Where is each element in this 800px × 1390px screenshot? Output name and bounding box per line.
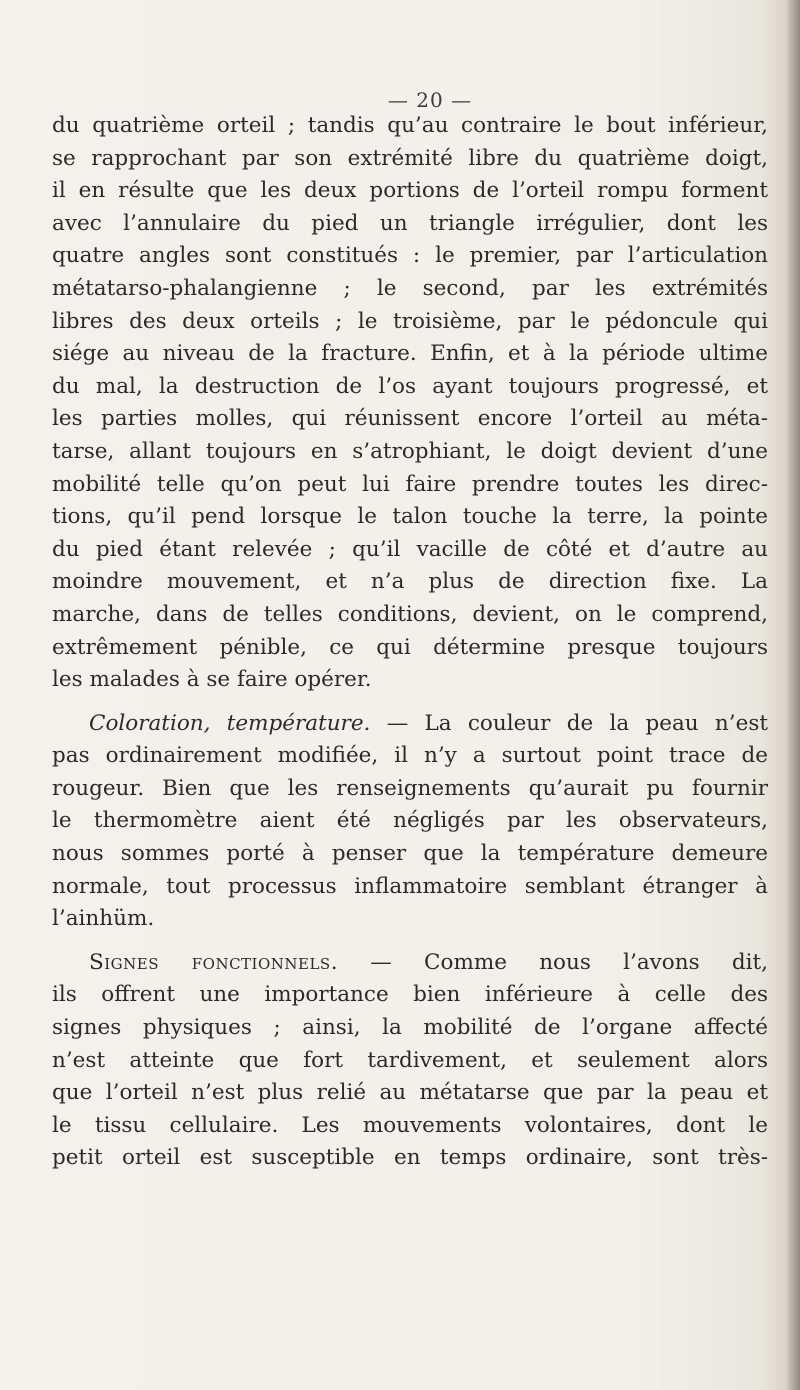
text-line: tarse, allant toujours en s’atrophiant, le doigt devient d’une [52, 438, 768, 464]
text-line: mobilité telle qu’on peut lui faire prendre toutes les direc- [52, 471, 768, 497]
text-line: avec l’annulaire du pied un triangle irrégulier, dont les [52, 210, 768, 236]
paragraph-1 [52, 110, 768, 697]
text-line: le tissu cellulaire. Les mouvements volontaires, dont le [52, 1112, 768, 1138]
section-heading-coloration: Coloration, température. [89, 710, 371, 736]
text-line: pas ordinairement modifiée, il n’y a surtout point trace de [52, 743, 768, 769]
text-line: les parties molles, qui réunissent encore l’orteil au méta- [52, 406, 768, 432]
page-gutter-shadow [786, 0, 800, 1390]
page-number: — 20 — [387, 88, 473, 112]
text-line: libres des deux orteils ; le troisième, par le pédoncule qui [52, 308, 768, 334]
paragraph-signes [52, 947, 768, 1175]
text-line: le thermomètre aient été négligés par les observateurs, [52, 808, 768, 834]
text-line: du pied étant relevée ; qu’il vacille de côté et d’autre au [52, 536, 768, 562]
text-line: du quatrième orteil ; tandis qu’au contraire le bout inférieur, [52, 113, 768, 138]
section-heading-signes: Signes fonctionnels. [89, 949, 339, 975]
text-line: petit orteil est susceptible en temps ordinaire, sont très- [52, 1145, 768, 1171]
body-text [52, 110, 768, 1175]
text-line: signes physiques ; ainsi, la mobilité de l’organe affecté [52, 1015, 768, 1041]
text-line: nous sommes porté à penser que la température demeure [52, 841, 768, 867]
section-first-line [52, 708, 768, 741]
text-line: l’ainhüm. [52, 906, 155, 932]
text-line: que l’orteil n’est plus relié au métatarse que par la peau et [52, 1080, 768, 1106]
text-line: extrêmement pénible, ce qui détermine presque toujours [52, 634, 768, 660]
text-line: tions, qu’il pend lorsque le talon touche la terre, la pointe [52, 504, 768, 530]
section-first-line [52, 947, 768, 980]
text-line: marche, dans de telles conditions, devient, on le comprend, [52, 601, 768, 627]
text-line: rougeur. Bien que les renseignements qu’aurait pu fournir [52, 775, 768, 801]
text-line: du mal, la destruction de l’os ayant toujours progressé, et [52, 373, 768, 399]
text-line: ils offrent une importance bien inférieure à celle des [52, 982, 768, 1008]
text-line: il en résulte que les deux portions de l’orteil rompu forment [52, 178, 768, 204]
text-line: quatre angles sont constitués : le premier, par l’articulation [52, 243, 768, 269]
text-line: se rapprochant par son extrémité libre du quatrième doigt, [52, 145, 768, 171]
text-line: normale, tout processus inflammatoire semblant étranger à [52, 873, 768, 899]
paragraph-coloration [52, 708, 768, 936]
text-line: métatarso-phalangienne ; le second, par les extrémités [52, 275, 768, 301]
text-line: n’est atteinte que fort tardivement, et seulement alors [52, 1047, 768, 1073]
text-fragment: — La couleur de la peau n’est [370, 710, 768, 736]
text-fragment: — Comme nous l’avons dit, [338, 949, 768, 975]
text-line: siége au niveau de la fracture. Enfin, et à la période ultime [52, 341, 768, 367]
text-line: les malades à se faire opérer. [52, 667, 372, 693]
text-line: moindre mouvement, et n’a plus de direction fixe. La [52, 569, 768, 595]
